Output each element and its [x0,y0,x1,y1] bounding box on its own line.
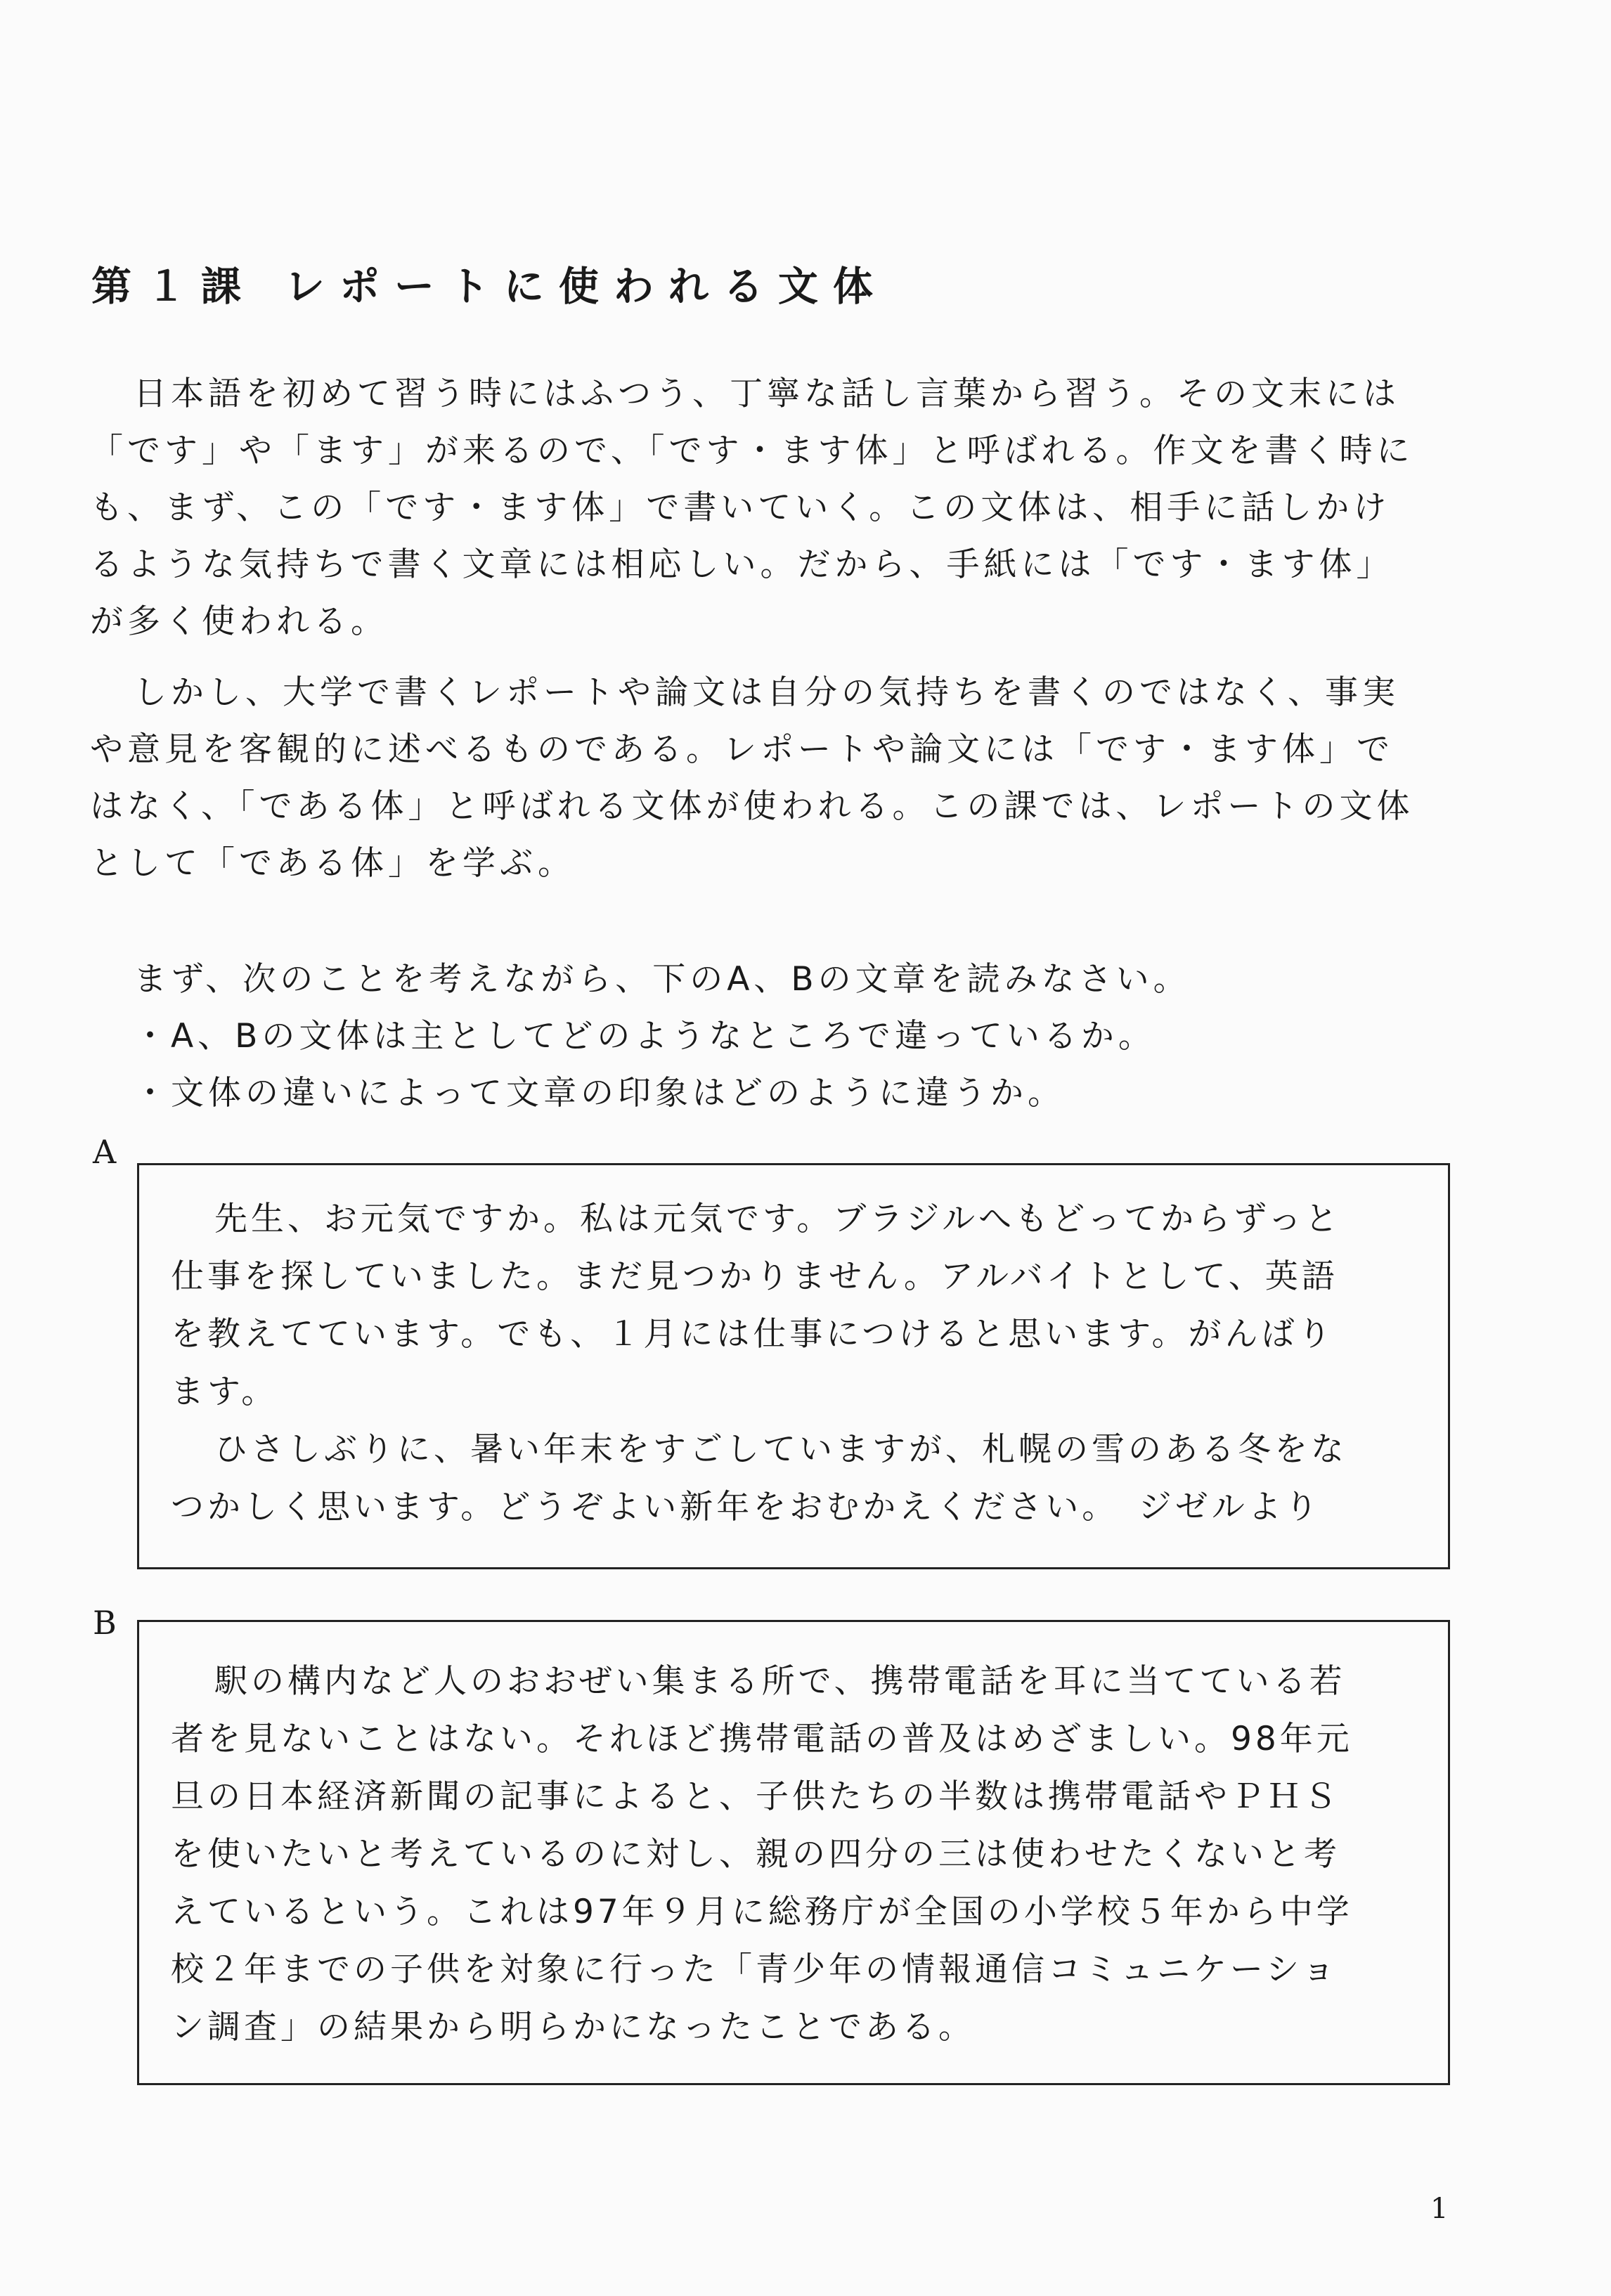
text-line: 「です」や「ます」が来るので、「です・ます体」と呼ばれる。作文を書く時に [90,432,1414,470]
text-line: 旦の日本経済新聞の記事によると、子供たちの半数は携帯電話やＰＨＳ [171,1777,1340,1816]
instruction-bullet: ・A、Bの文体は主としてどのようなところで違っているか。 [134,1017,1156,1056]
text-line: を教えてています。でも、１月には仕事につけると思います。がんばり [171,1315,1335,1354]
text-line: 者を見ないことはない。それほど携帯電話の普及はめざましい。98年元 [171,1720,1353,1758]
text-line: 先生、お元気ですか。私は元気です。ブラジルへもどってからずっと [214,1200,1342,1238]
box-b [137,1620,1450,2085]
text-line: はなく、「である体」と呼ばれる文体が使われる。この課では、レポートの文体 [90,787,1414,826]
text-line: を使いたいと考えているのに対し、親の四分の三は使わせたくないと考 [171,1835,1340,1874]
text-line: が多く使われる。 [90,602,388,641]
text-line: るような気持ちで書く文章には相応しい。だから、手紙には「です・ます体」 [90,545,1394,584]
box-a-label: A [93,1133,117,1171]
text-line: や意見を客観的に述べるものである。レポートや論文には「です・ます体」で [90,730,1394,769]
text-line: も、まず、この「です・ます体」で書いていく。この文体は、相手に話しかけ [90,488,1391,527]
text-line: 日本語を初めて習う時にはふつう、丁寧な話し言葉から習う。その文末には [134,375,1400,413]
text-line: しかし、大学で書くレポートや論文は自分の気持ちを書くのではなく、事実 [134,673,1400,712]
box-b-label: B [93,1604,117,1642]
page-title: 第１課 レポートに使われる文体 [91,264,888,310]
text-line: えているという。これは97年９月に総務庁が全国の小学校５年から中学 [171,1893,1353,1931]
text-line: 仕事を探していました。まだ見つかりません。アルバイトとして、英語 [171,1257,1338,1296]
instruction-lead: まず、次のことを考えながら、下のA、Bの文章を読みなさい。 [134,960,1191,999]
text-line: ン調査」の結果から明らかになったことである。 [171,2008,975,2047]
instructions [90,951,1468,1122]
text-line: つかしく思います。どうぞよい新年をおむかえください。 ジゼルより [171,1488,1321,1526]
instruction-bullet: ・文体の違いによって文章の印象はどのように違うか。 [134,1074,1065,1113]
page-number: 1 [1430,2193,1449,2225]
text-line: ます。 [171,1373,278,1411]
text-line: ひさしぶりに、暑い年末をすごしていますが、札幌の雪のある冬をな [214,1430,1347,1469]
text-line: 駅の構内など人のおおぜい集まる所で、携帯電話を耳に当てている若 [214,1662,1346,1701]
box-b-text [139,1622,1448,2056]
text-line: として「である体」を学ぶ。 [90,844,575,883]
box-a [137,1163,1450,1569]
text-line: 校２年までの子供を対象に行った「青少年の情報通信コミュニケーショ [171,1950,1339,1989]
box-a-text [139,1165,1448,1536]
intro-paragraph-2 [90,664,1468,892]
intro-paragraph-1 [90,365,1468,650]
